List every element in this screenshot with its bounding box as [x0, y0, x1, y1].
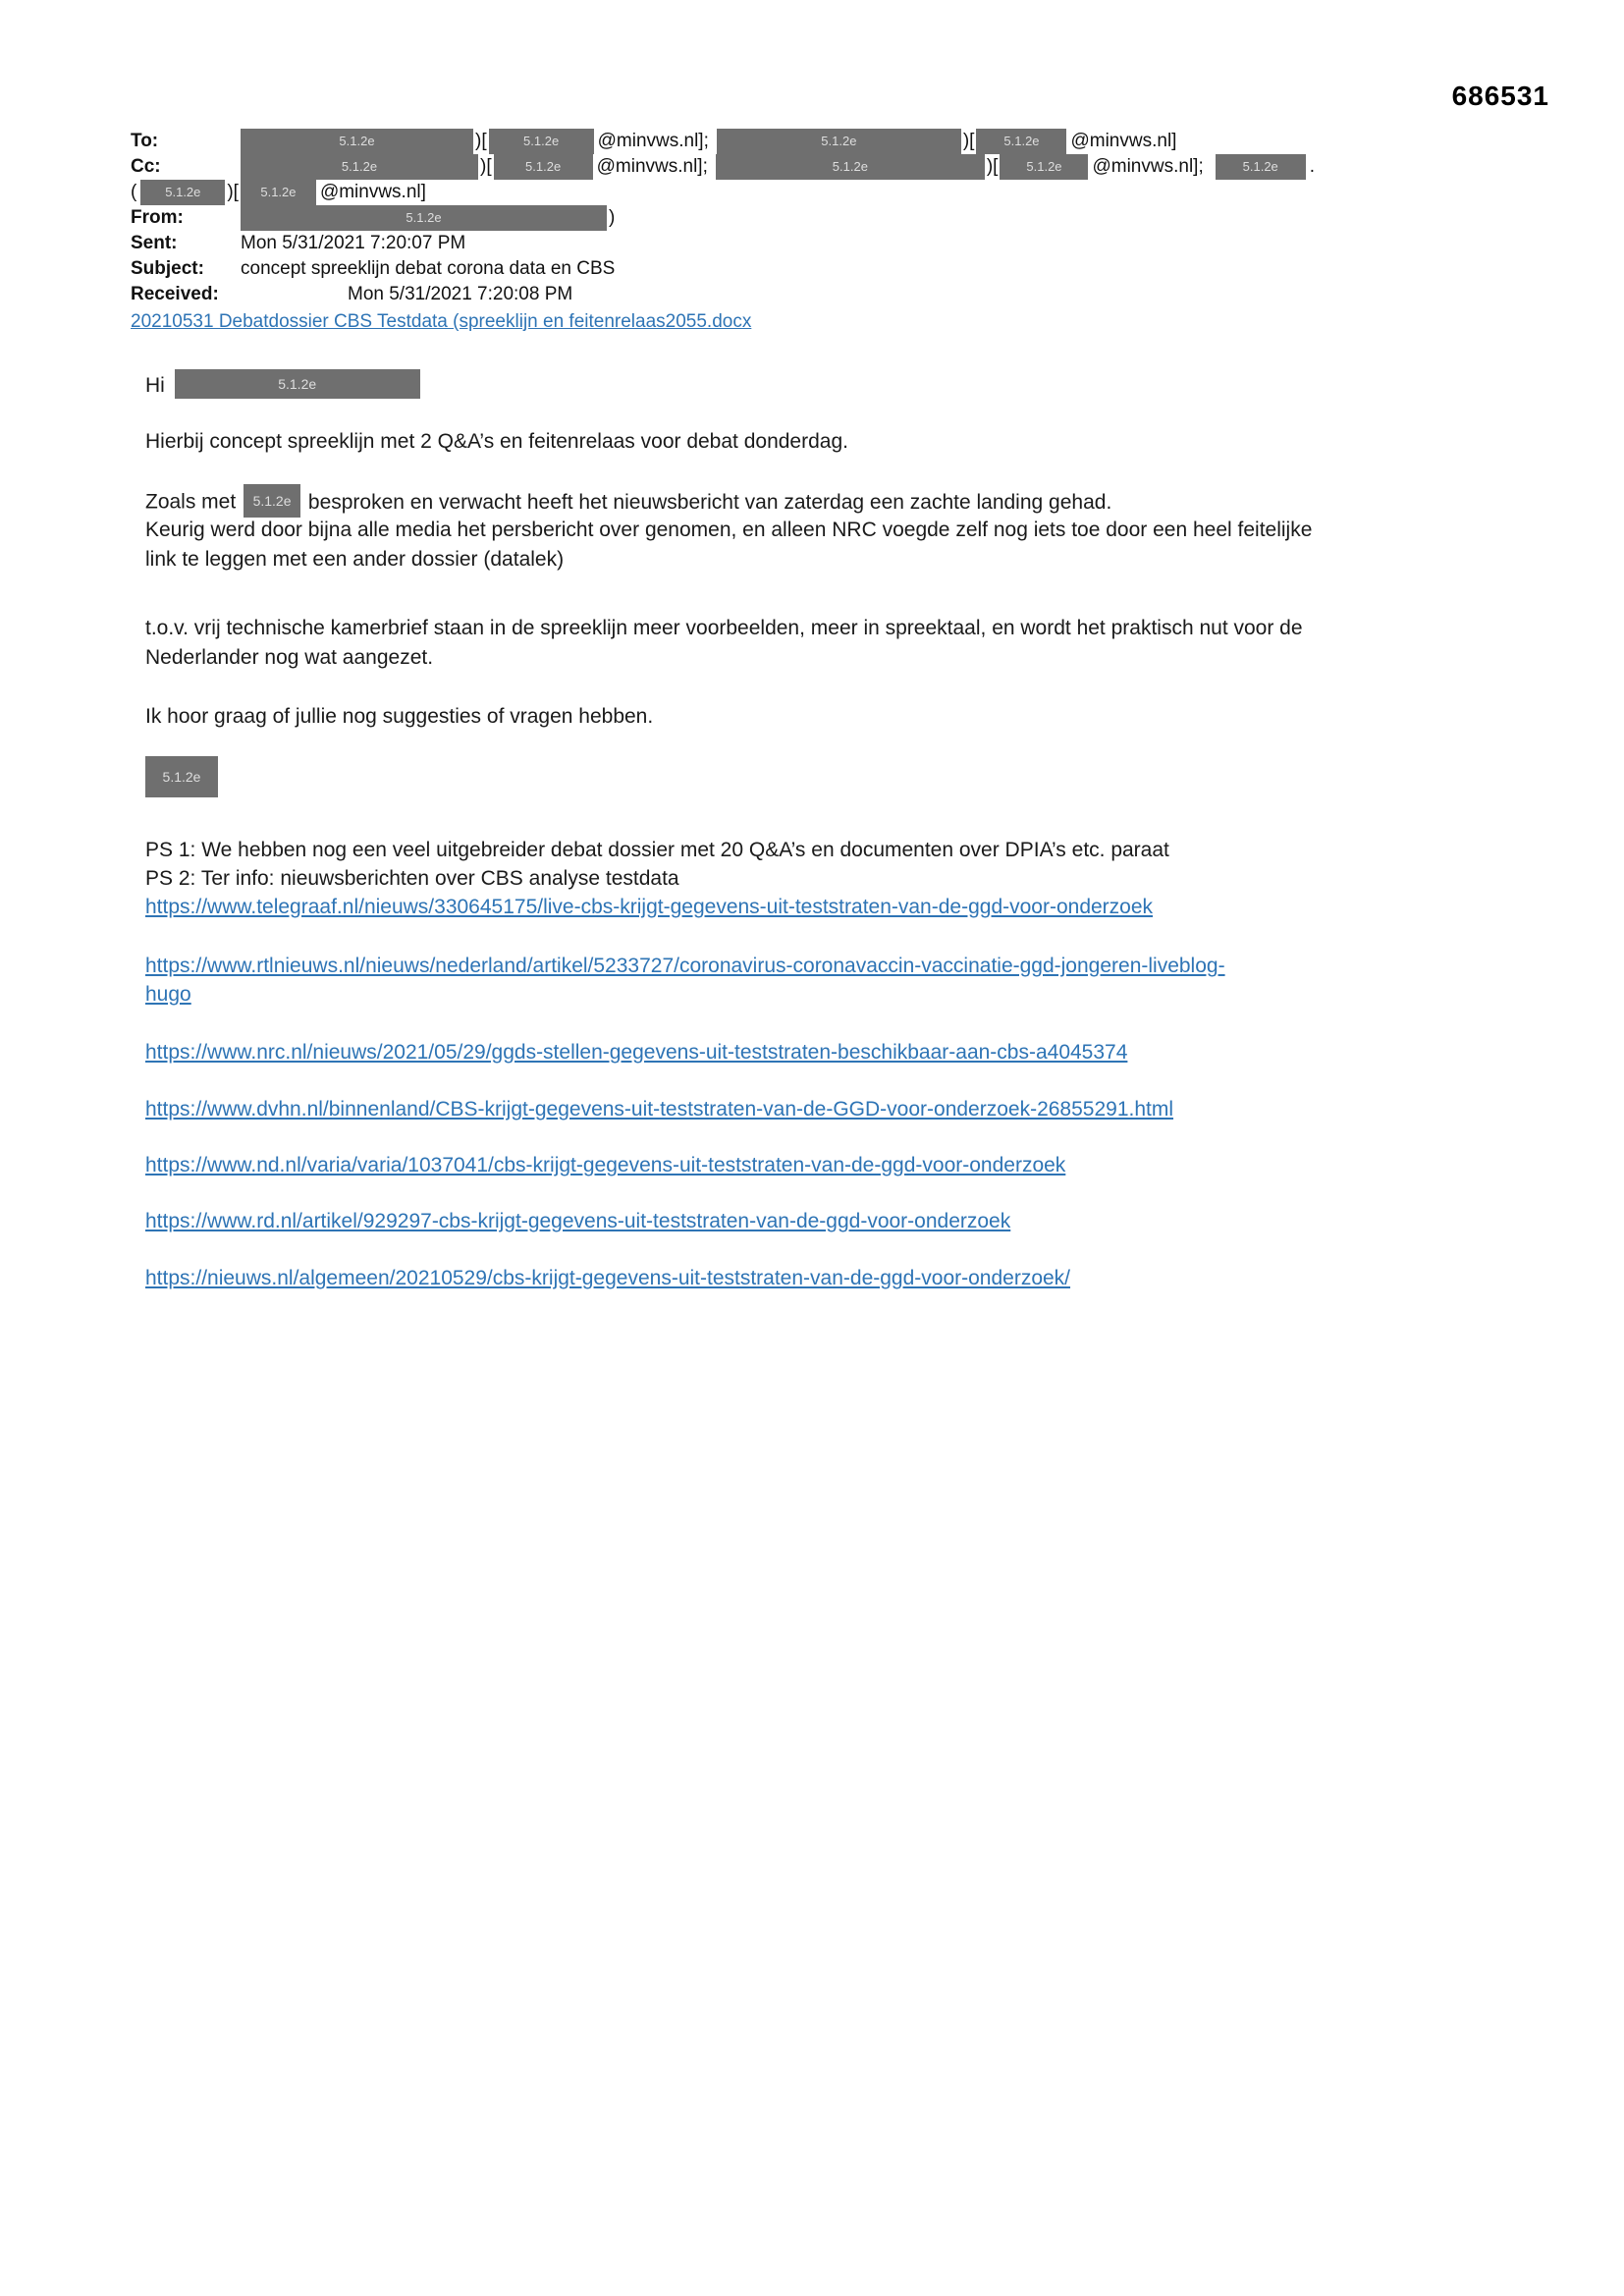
- link-line: [145, 1095, 1481, 1124]
- cc-label: Cc:: [131, 156, 161, 177]
- cc-trailing-period: .: [1309, 156, 1315, 177]
- from-close-paren: ): [609, 207, 616, 228]
- cc-domain: @minvws.nl];: [1092, 156, 1204, 177]
- news-link-telegraaf[interactable]: https://www.telegraaf.nl/nieuws/330645175/live-cbs-krijgt-gegevens-uit-teststraten-van-de-ggd-voor-onderzoek: [145, 896, 1154, 918]
- news-link-rd[interactable]: https://www.rd.nl/artikel/929297-cbs-krijgt-gegevens-uit-teststraten-van-de-ggd-voor-onderzoek: [145, 1210, 1011, 1232]
- received-value: Mon 5/31/2021 7:20:08 PM: [348, 284, 573, 304]
- paragraph-text: besproken en verwacht heeft het nieuwsbericht van zaterdag een zachte landing gehad.: [307, 490, 1112, 514]
- redaction-box: 5.1.2e: [175, 369, 420, 399]
- from-label: From:: [131, 207, 184, 228]
- greeting-line: [145, 371, 1481, 401]
- redaction-box: 5.1.2e: [244, 484, 300, 518]
- news-link-rtlnieuws[interactable]: [145, 955, 1481, 1009]
- redaction-box: 5.1.2e: [717, 129, 961, 154]
- redaction-box-signature: 5.1.2e: [145, 756, 218, 797]
- header-row-received: [131, 282, 1505, 307]
- header-row-cc: [131, 154, 1505, 180]
- link-text: hugo: [145, 983, 191, 1006]
- paragraph-zoals-line1: [145, 486, 1481, 519]
- to-separator: )[: [962, 131, 975, 151]
- link-text: https://www.rtlnieuws.nl/nieuws/nederland/artikel/5233727/coronavirus-coronavaccin-vaccinatie-ggd-jongeren-liveblog-: [145, 955, 1225, 977]
- ps2-text: PS 2: Ter info: nieuwsberichten over CBS analyse testdata: [145, 867, 679, 890]
- received-label: Received:: [131, 284, 219, 304]
- redaction-box: 5.1.2e: [976, 129, 1066, 154]
- paragraph-text: Zoals met: [145, 490, 237, 514]
- header-row-subject: [131, 256, 1505, 282]
- news-link-nrc[interactable]: https://www.nrc.nl/nieuws/2021/05/29/ggds-stellen-gegevens-uit-teststraten-beschikbaar-aan-cbs-a4045374: [145, 1041, 1128, 1064]
- redaction-box: 5.1.2e: [241, 154, 478, 180]
- attachment-row: [131, 309, 1505, 335]
- sent-value: Mon 5/31/2021 7:20:07 PM: [241, 233, 466, 253]
- cc2-domain: @minvws.nl]: [319, 182, 426, 202]
- ps-block: [145, 836, 1481, 921]
- link-line: [145, 1207, 1481, 1236]
- to-label: To:: [131, 131, 159, 151]
- redaction-box: 5.1.2e: [494, 154, 593, 180]
- news-link-nieuwsnl[interactable]: https://nieuws.nl/algemeen/20210529/cbs-krijgt-gegevens-uit-teststraten-van-de-ggd-voor-onderzoek/: [145, 1267, 1071, 1289]
- redaction-box: 5.1.2e: [1000, 154, 1088, 180]
- cc-separator: )[: [986, 156, 999, 177]
- email-header: [131, 129, 1505, 335]
- to-separator: )[: [475, 131, 487, 151]
- paragraph-closing: Ik hoor graag of jullie nog suggesties of vragen hebben.: [145, 705, 654, 728]
- greeting-text: Hi: [145, 374, 165, 397]
- paragraph-tov-line2: Nederlander nog wat aangezet.: [145, 646, 434, 669]
- redaction-box: 5.1.2e: [140, 180, 225, 205]
- redaction-box: 5.1.2e: [716, 154, 985, 180]
- header-row-from: [131, 205, 1505, 231]
- cc2-separator: )[: [227, 182, 239, 202]
- subject-label: Subject:: [131, 258, 204, 279]
- paragraph-zoals-line3: link te leggen met een ander dossier (datalek): [145, 548, 565, 571]
- redaction-box: 5.1.2e: [489, 129, 594, 154]
- cc2-open-paren: (: [131, 182, 137, 202]
- sent-label: Sent:: [131, 233, 178, 253]
- subject-value: concept spreeklijn debat corona data en CBS: [241, 258, 616, 279]
- redaction-box: 5.1.2e: [1216, 154, 1306, 180]
- link-line: [145, 1264, 1481, 1293]
- link-line: [145, 952, 1481, 1009]
- paragraph-zoals-line2: Keurig werd door bijna alle media het persbericht over genomen, en alleen NRC voegde zelf nog iets toe door een heel feitelijke: [145, 519, 1313, 541]
- news-link-nd[interactable]: https://www.nd.nl/varia/varia/1037041/cbs-krijgt-gegevens-uit-teststraten-van-de-ggd-voor-onderzoek: [145, 1154, 1066, 1176]
- header-row-sent: [131, 231, 1505, 256]
- paragraph-tov-line1: t.o.v. vrij technische kamerbrief staan in de spreeklijn meer voorbeelden, meer in spreektaal, en wordt het praktisch nut voor de: [145, 617, 1303, 639]
- to-domain: @minvws.nl];: [597, 131, 709, 151]
- redaction-box: 5.1.2e: [241, 205, 607, 231]
- link-line: [145, 1038, 1481, 1067]
- link-line: [145, 1151, 1481, 1180]
- header-row-to: [131, 129, 1505, 154]
- header-row-cc-continued: [131, 180, 1505, 205]
- redaction-box: 5.1.2e: [241, 180, 316, 205]
- news-link-dvhn[interactable]: https://www.dvhn.nl/binnenland/CBS-krijgt-gegevens-uit-teststraten-van-de-GGD-voor-onderzoek-26855291.html: [145, 1098, 1174, 1121]
- cc-separator: )[: [480, 156, 492, 177]
- paragraph-intro: Hierbij concept spreeklijn met 2 Q&A’s en feitenrelaas voor debat donderdag.: [145, 430, 848, 453]
- to-domain: @minvws.nl]: [1070, 131, 1177, 151]
- cc-domain: @minvws.nl];: [596, 156, 708, 177]
- document-number: 686531: [1451, 81, 1549, 111]
- redaction-box: 5.1.2e: [241, 129, 473, 154]
- ps1-text: PS 1: We hebben nog een veel uitgebreider debat dossier met 20 Q&A’s en documenten over DPIA’s etc. paraat: [145, 839, 1169, 861]
- attachment-link[interactable]: 20210531 Debatdossier CBS Testdata (spreeklijn en feitenrelaas2055.docx: [131, 311, 752, 332]
